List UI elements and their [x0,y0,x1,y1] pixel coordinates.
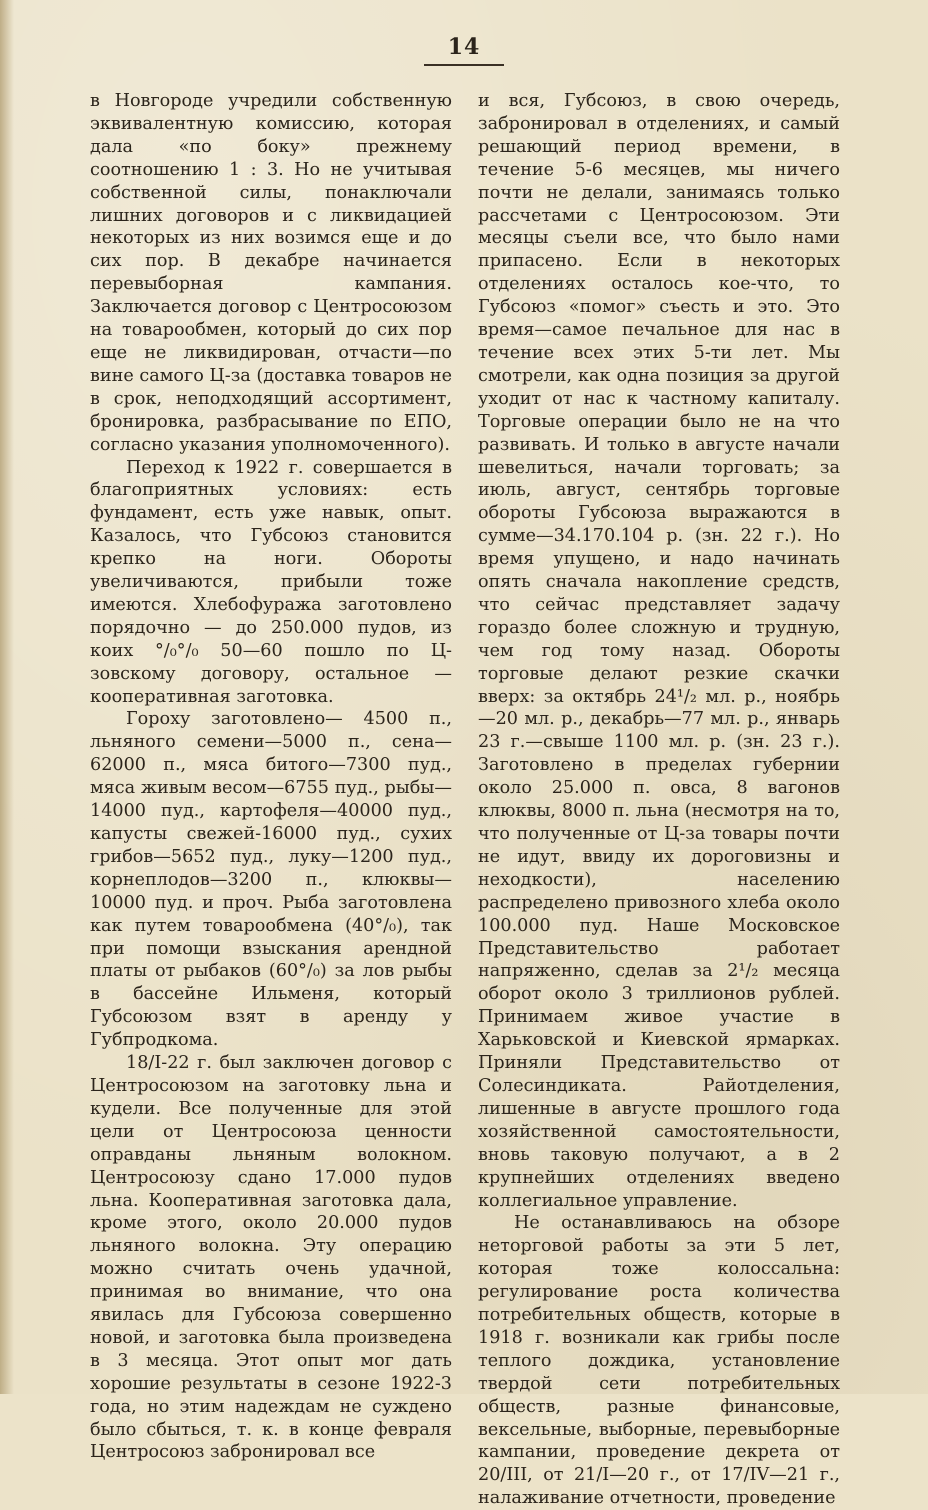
page-edge-shadow [0,0,14,1394]
page-header [0,34,928,60]
left-column [90,90,452,1464]
paragraph: 18/I-22 г. был заключен договор с Центросоюзом на заготовку льна и кудели. Все полученные для этой цели от Центросоюза ценности оправданы льняным волокном. Центросоюзу сдано 17.000 пудов льна. Кооперативная заготовка дала, кроме этого, около 20.000 пудов льняного волокна. Эту операцию можно считать очень удачной, принимая во внимание, что она явилась для Губсоюза совершенно новой, и заготовка была произведена в 3 месяца. Этот опыт мог дать хорошие результаты в сезоне 1922-3 года, но этим надеждам не суждено было сбыться, т. к. в конце февраля Центросоюз забронировал все [90,1053,452,1463]
page-number: 14 [447,34,481,60]
paragraph: Не останавливаюсь на обзоре неторговой работы за эти 5 лет, которая тоже колоссальна: регулирование роста количества потребительных обществ, которые в 1918 г. возникали как грибы после теплого дождика, установление твердой сети потребительных обществ, разные финансовые, вексельные, выборные, перевыборные кампании, проведение декрета от 20/III, от 21/I—20 г., от 17/IV—21 г., налаживание отчетности, проведение [478,1213,840,1509]
header-rule [424,64,504,66]
right-column [478,90,840,1510]
paragraph: Переход к 1922 г. совершается в благоприятных условиях: есть фундамент, есть уже навык, опыт. Казалось, что Губсоюз становится крепко на ноги. Обороты увеличиваются, прибыли тоже имеются. Хлебофуража заготовлено порядочно — до 250.000 пудов, из коих °/₀°/₀ 50—60 пошло по Ц-зовскому договору, остальное — кооперативная заготовка. [90,457,452,707]
paragraph: в Новгороде учредили собственную эквивалентную комиссию, которая дала «по боку» прежнему соотношению 1 : 3. Но не учитывая собственной силы, понаключали лишних договоров и с ликвидацией некоторых из них возимся еще и до сих пор. В декабре начинается перевыборная кампания. Заключается договор с Центросоюзом на товарообмен, который до сих пор еще не ликвидирован, отчасти—по вине самого Ц-за (доставка товаров не в срок, неподходящий ассортимент, бронировка, разбрасывание по ЕПО, согласно указания уполномоченного). [90,91,452,455]
paragraph: и вся, Губсоюз, в свою очередь, забронировал в отделениях, и самый решающий период времени, в течение 5-6 месяцев, мы ничего почти не делали, занимаясь только рассчетами с Центросоюзом. Эти месяцы съели все, что было нами припасено. Если в некоторых отделениях осталось кое-что, то Губсоюз «помог» съесть и это. Это время—самое печальное для нас в течение всех этих 5-ти лет. Мы смотрели, как одна позиция за другой уходит от нас к частному капиталу. Торговые операции было не на что развивать. И только в августе начали шевелиться, начали торговать; за июль, август, сентябрь торговые обороты Губсоюза выражаются в сумме—34.170.104 р. (зн. 22 г.). Но время упущено, и надо начинать опять сначала накопление средств, что сейчас представляет задачу гораздо более сложную и трудную, чем год тому назад. Обороты торговые делают резкие скачки вверх: за октябрь 24¹/₂ мл. р., ноябрь—20 мл. р., декабрь—77 мл. р., январь 23 г.—свыше 1100 мл. р. (зн. 23 г.). Заготовлено в пределах губернии около 25.000 п. овса, 8 вагонов клюквы, 8000 п. льна (несмотря на то, что полученные от Ц-за товары почти не идут, ввиду их дороговизны и неходкости), населению распределено привозного хлеба около 100.000 пуд. Наше Московское Представительство работает напряженно, сделав за 2¹/₂ месяца оборот около 3 триллионов рублей. Принимаем живое участие в Харьковской и Киевской ярмарках. Приняли Представительство от Солесиндиката. Райотделения, лишенные в августе прошлого года хозяйственной самостоятельности, вновь таковую получают, а в 2 крупнейших отделениях введено коллегиальное управление. [478,91,840,1211]
paragraph: Гороху заготовлено— 4500 п., льняного семени—5000 п., сена—62000 п., мяса битого—7300 пуд., мяса живым весом—6755 пуд., рыбы—14000 пуд., картофеля—40000 пуд., капусты свежей-16000 пуд., сухих грибов—5652 пуд., луку—1200 пуд., корнеплодов—3200 п., клюквы—10000 пуд. и проч. Рыба заготовлена как путем товарообмена (40°/₀), так при помощи взыскания арендной платы от рыбаков (60°/₀) за лов рыбы в бассейне Ильменя, который Губсоюзом взят в аренду у Губпродкома. [90,709,452,1051]
